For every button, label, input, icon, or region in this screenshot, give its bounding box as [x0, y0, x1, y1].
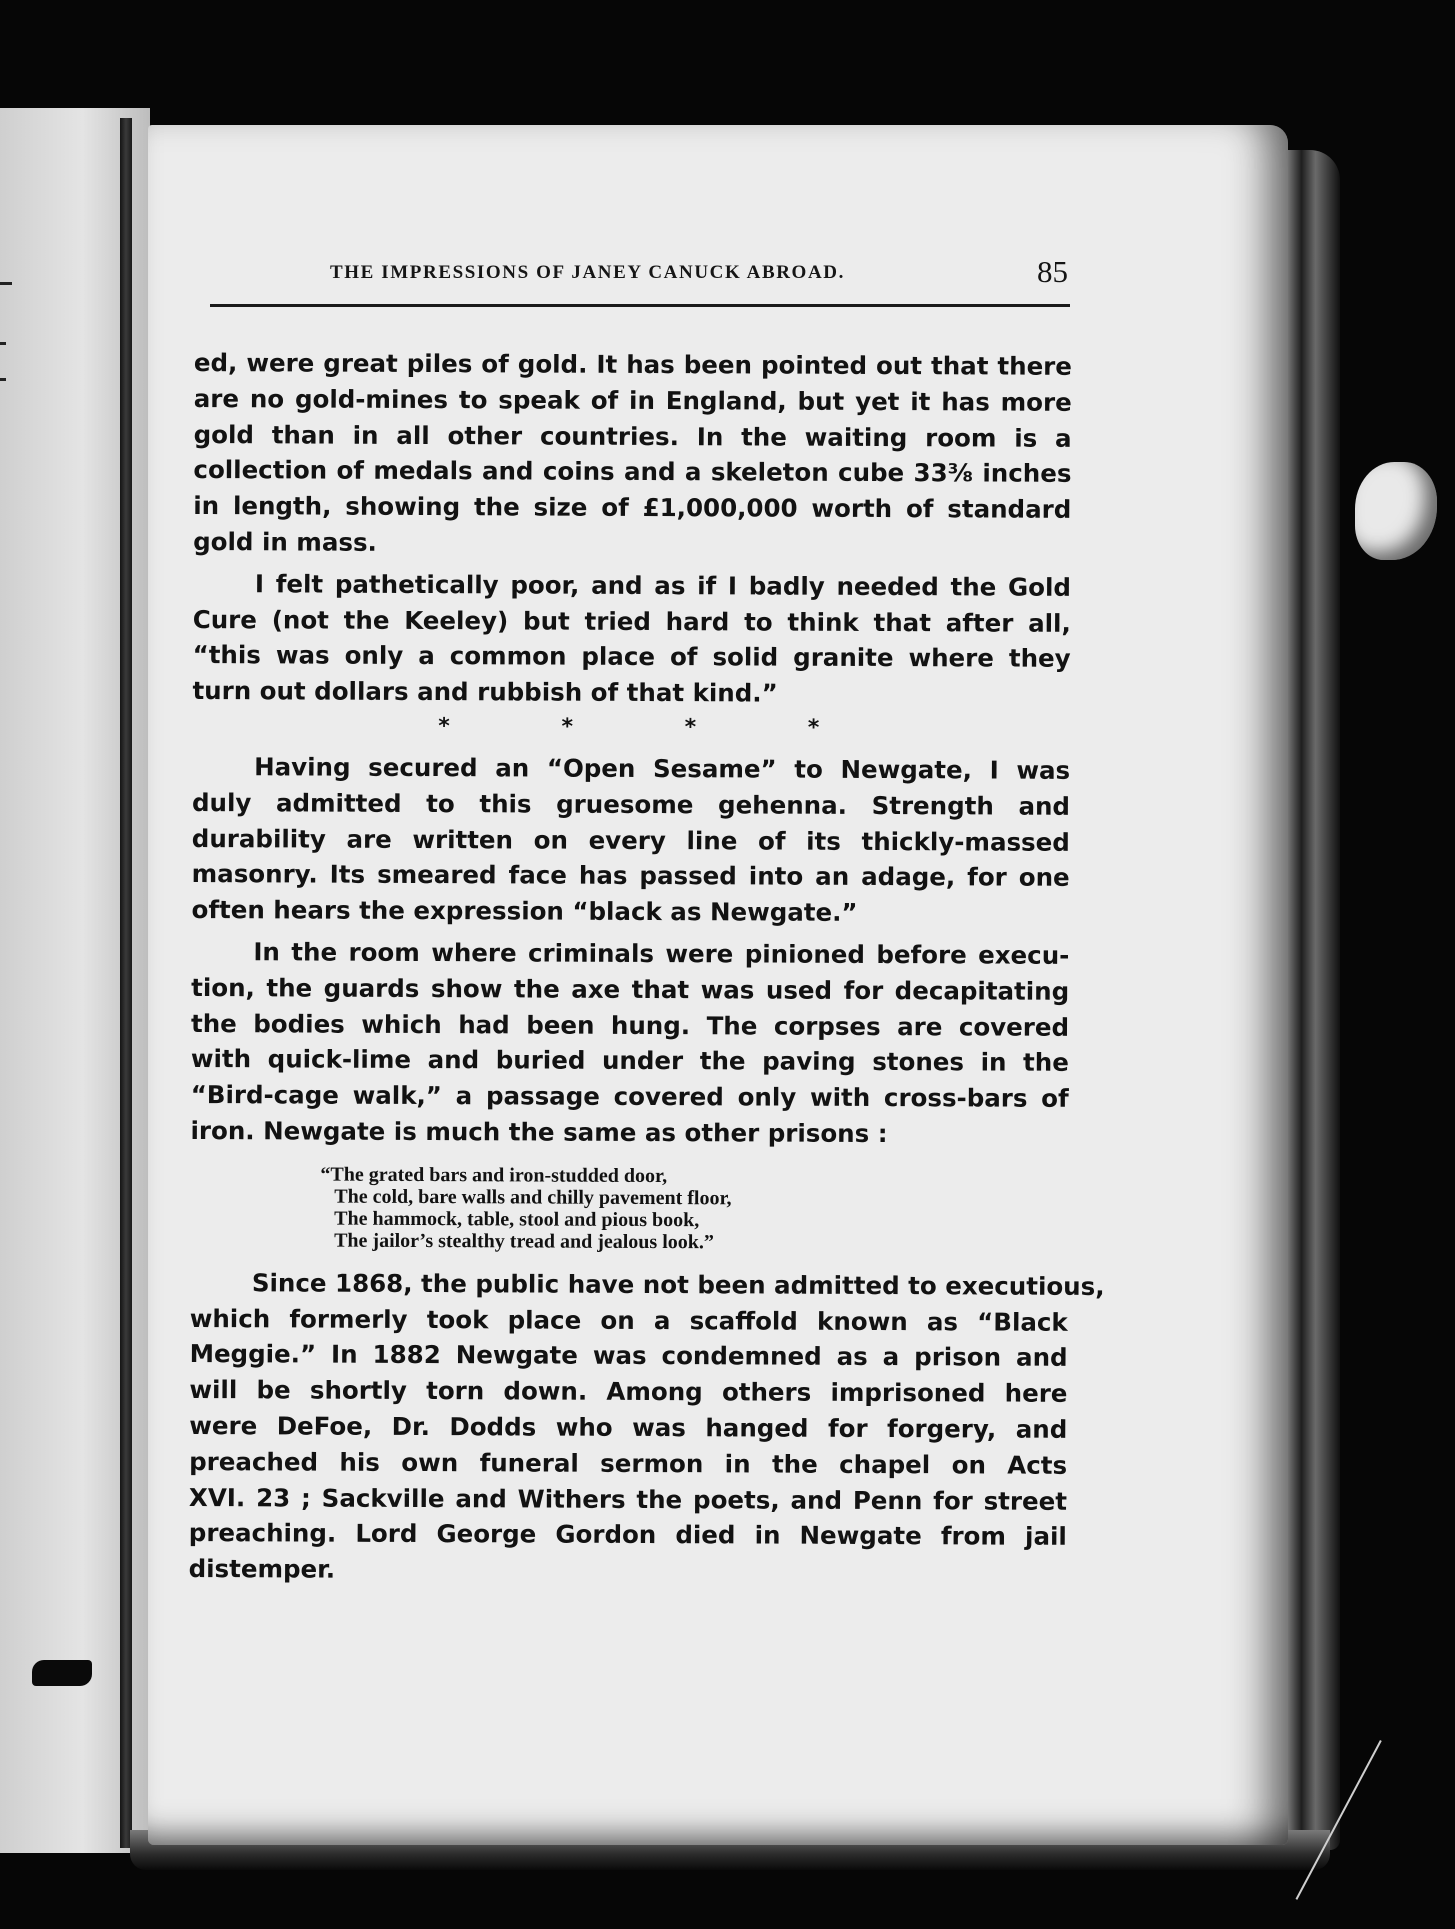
- text-line: preached his own funeral sermon in the chapel on Acts: [189, 1446, 1068, 1480]
- text-line: will be shortly torn down. Among others imprisoned here: [189, 1375, 1068, 1408]
- verse-line: The jailor’s stealthy tread and jealous look.”: [334, 1229, 714, 1254]
- paragraph-gold-cure: [192, 566, 1071, 713]
- text-line: with quick-lime and buried under the paving stones in the: [190, 1044, 1069, 1078]
- text-line: XVI. 23 ; Sackville and Withers the poets, and Penn for street: [188, 1482, 1068, 1516]
- text-line: In the room where criminals were pinioned before execu-: [253, 937, 1070, 970]
- section-break: * * * *: [438, 714, 872, 741]
- binding-thread: [32, 1660, 92, 1686]
- text-line: tion, the guards show the axe that was used for decapitating: [191, 972, 1070, 1006]
- text-line: “this was only a common place of solid granite where they: [192, 640, 1071, 674]
- running-head: [210, 248, 1070, 308]
- verse-quotation: [320, 1163, 1068, 1254]
- paragraph-gold-vault: [193, 345, 1072, 564]
- text-line: often hears the expression “black as Newgate.”: [191, 895, 858, 928]
- text-line: “Bird-cage walk,” a passage covered only with cross-bars of: [190, 1080, 1069, 1113]
- running-title: THE IMPRESSIONS OF JANEY CANUCK ABROAD.: [330, 262, 845, 283]
- verse-line: “The grated bars and iron-studded door,: [320, 1163, 668, 1187]
- text-line: gold in mass.: [193, 526, 377, 557]
- text-line: iron. Newgate is much the same as other prisons :: [190, 1115, 888, 1148]
- text-line: distemper.: [188, 1554, 336, 1584]
- text-line: collection of medals and coins and a skeleton cube 33⅜ inches: [193, 455, 1072, 489]
- body-text: [188, 345, 1105, 1591]
- text-line: masonry. Its smeared face has passed into an adage, for one: [191, 859, 1070, 893]
- text-line: gold than in all other countries. In the waiting room is a: [193, 419, 1072, 453]
- text-line: Meggie.” In 1882 Newgate was condemned as a prison and: [189, 1339, 1068, 1373]
- header-rule: [210, 304, 1070, 307]
- verse-line: The cold, bare walls and chilly pavement floor,: [334, 1185, 732, 1210]
- text-line: are no gold-mines to speak of in England, but yet it has more: [193, 383, 1072, 417]
- book-gutter: [120, 118, 132, 1848]
- margin-mark: [0, 378, 6, 381]
- text-line: Since 1868, the public have not been admitted to executious,: [251, 1267, 1105, 1301]
- text-line: in length, showing the size of £1,000,000 worth of standard: [193, 491, 1072, 525]
- text-line: the bodies which had been hung. The corpses are covered: [190, 1008, 1070, 1042]
- text-line: preaching. Lord George Gordon died in Newgate from jail: [188, 1518, 1067, 1552]
- page-number: 85: [1037, 254, 1068, 289]
- paragraph-execution-room: [190, 934, 1069, 1153]
- margin-mark: [0, 342, 6, 345]
- text-line: Cure (not the Keeley) but tried hard to think that after all,: [192, 604, 1071, 638]
- text-line: turn out dollars and rubbish of that kind.”: [192, 676, 778, 708]
- text-line: were DeFoe, Dr. Dodds who was hanged for forgery, and: [189, 1410, 1068, 1444]
- margin-mark: [0, 282, 12, 285]
- paragraph-newgate-history: [188, 1265, 1105, 1591]
- text-line: durability are written on every line of its thickly-massed: [191, 823, 1070, 857]
- text-line: duly admitted to this gruesome gehenna. Strength and: [191, 787, 1071, 821]
- text-line: I felt pathetically poor, and as if I badly needed the Gold: [254, 569, 1072, 602]
- text-line: Having secured an “Open Sesame” to Newgate, I was: [254, 752, 1071, 785]
- text-line: ed, were great piles of gold. It has been pointed out that there: [193, 347, 1072, 381]
- paragraph-newgate-entry: [191, 749, 1070, 932]
- paper-tear: [1355, 462, 1437, 560]
- verse-line: The hammock, table, stool and pious book,: [334, 1207, 700, 1231]
- text-line: which formerly took place on a scaffold known as “Black: [189, 1303, 1068, 1337]
